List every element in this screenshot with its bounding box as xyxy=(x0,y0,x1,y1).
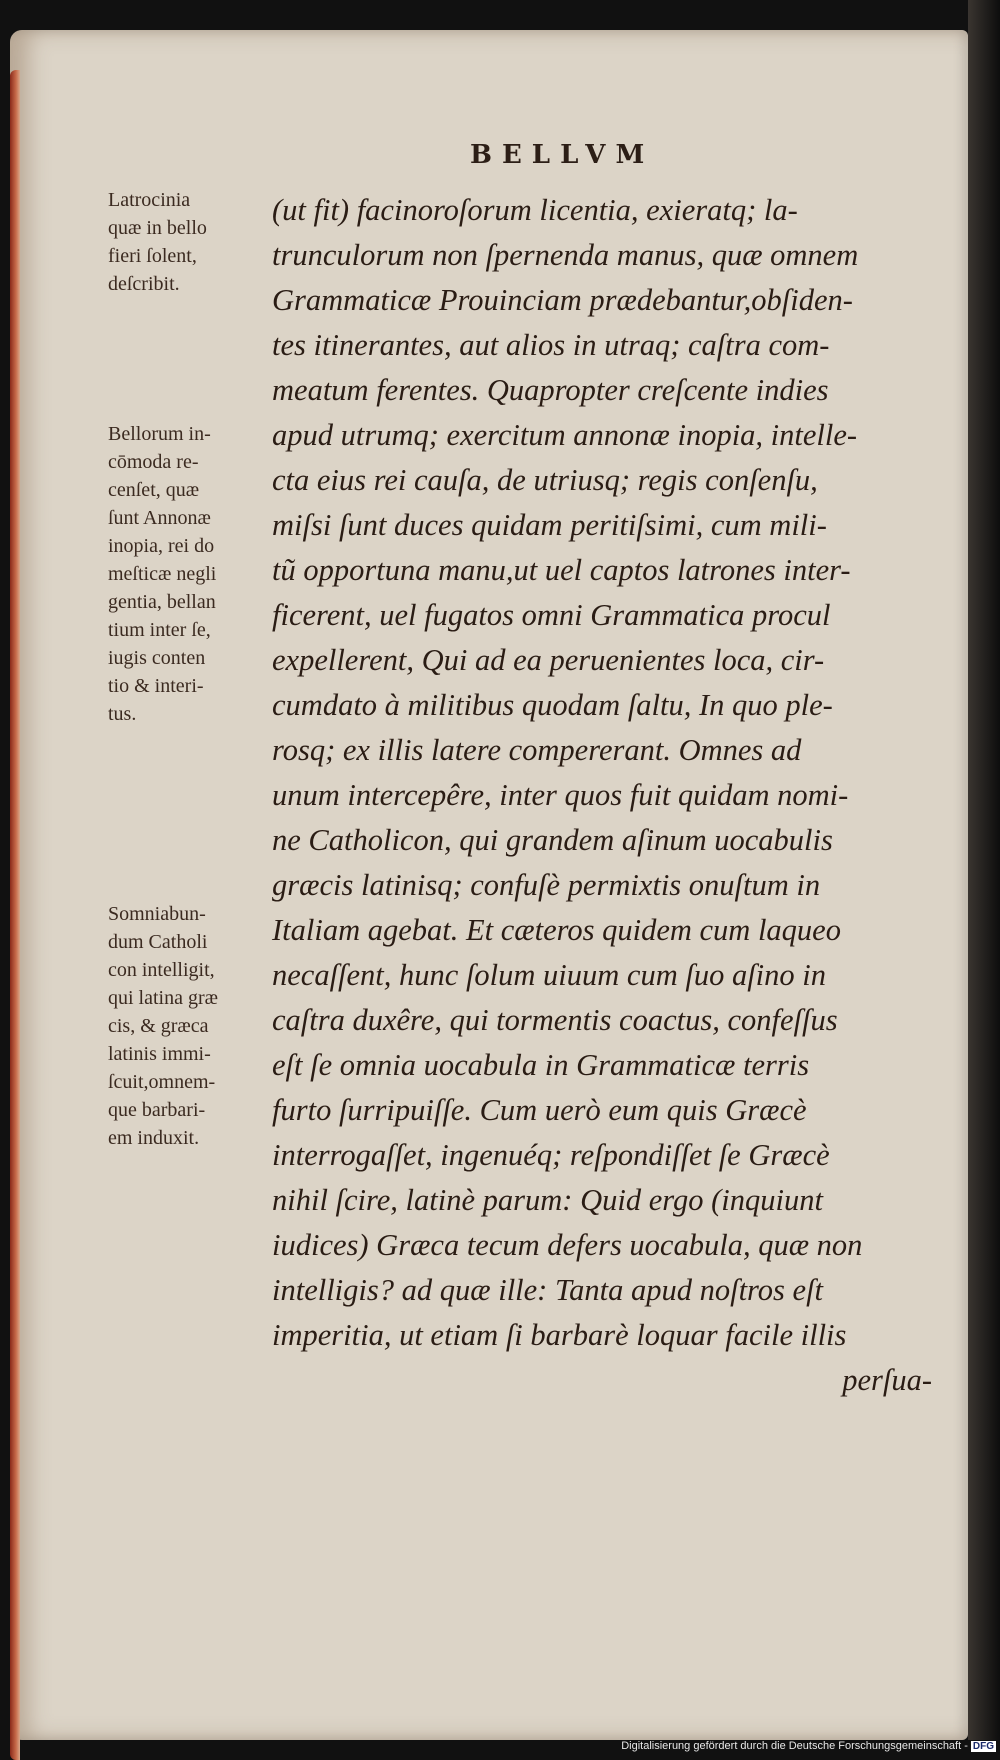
margin-note-line: em induxit. xyxy=(108,1127,200,1149)
text-line: meatum ferentes. Quapropter creſcente indies xyxy=(272,373,829,407)
margin-note-line: que barbari- xyxy=(108,1099,206,1121)
book-fore-edge xyxy=(968,0,1000,1740)
text-line: intelligis? ad quæ ille: Tanta apud noſtros eſt xyxy=(272,1273,824,1307)
main-text-block xyxy=(272,188,952,1403)
margin-note-line: cōmoda re- xyxy=(108,451,199,473)
text-line: furto ſurripuiſſe. Cum uerò eum quis Græcè xyxy=(272,1093,807,1127)
margin-note-line: fieri ſolent, xyxy=(108,245,197,267)
digitization-credit xyxy=(621,1740,996,1752)
text-line: tũ opportuna manu,ut uel captos latrones inter- xyxy=(272,553,851,587)
margin-note-line: dum Catholi xyxy=(108,931,208,953)
text-line: trunculorum non ſpernenda manus, quæ omnem xyxy=(272,238,859,272)
text-line: græcis latinisq; confuſè permixtis onuſtum in xyxy=(272,868,821,902)
text-line: iudices) Græca tecum defers uocabula, quæ non xyxy=(272,1228,863,1262)
text-line: (ut fit) facinoroſorum licentia, exieratq; la- xyxy=(272,193,798,227)
catchword: perſua- xyxy=(842,1363,932,1397)
text-line: eſt ſe omnia uocabula in Grammaticæ terris xyxy=(272,1048,810,1082)
margin-note-line: Bellorum in- xyxy=(108,423,211,445)
text-line: rosq; ex illis latere compererant. Omnes ad xyxy=(272,733,802,767)
margin-note-line: deſcribit. xyxy=(108,273,180,295)
text-line: ficerent, uel fugatos omni Grammatica procul xyxy=(272,598,831,632)
margin-note-line: qui latina græ xyxy=(108,987,218,1009)
margin-note-line: cenſet, quæ xyxy=(108,479,200,501)
margin-note-line: gentia, bellan xyxy=(108,591,216,613)
margin-note-line: Latrocinia xyxy=(108,189,191,211)
text-line: imperitia, ut etiam ſi barbarè loquar facile illis xyxy=(272,1318,847,1352)
text-line: miſsi ſunt duces quidam peritiſsimi, cum mili- xyxy=(272,508,827,542)
text-line: apud utrumq; exercitum annonæ inopia, intelle- xyxy=(272,418,858,452)
text-line: expellerent, Qui ad ea peruenientes loca, cir- xyxy=(272,643,825,677)
page-red-edge xyxy=(10,70,20,1760)
margin-note-line: iugis conten xyxy=(108,647,206,669)
margin-note-line: ſcuit,omnem- xyxy=(108,1071,216,1093)
margin-note-line: ſunt Annonæ xyxy=(108,507,211,529)
text-line: Italiam agebat. Et cæteros quidem cum laqueo xyxy=(272,913,841,947)
text-line: ne Catholicon, qui grandem aſinum uocabulis xyxy=(272,823,833,857)
margin-note-line: inopia, rei do xyxy=(108,535,215,557)
text-line: necaſſent, hunc ſolum uiuum cum ſuo aſino in xyxy=(272,958,827,992)
margin-note-line: quæ in bello xyxy=(108,217,207,239)
margin-note-line: cis, & græca xyxy=(108,1015,209,1037)
margin-note-somniabundum xyxy=(108,900,258,1152)
dfg-logo: DFG xyxy=(972,1741,994,1752)
running-head: BELLVM xyxy=(470,140,655,170)
margin-note-line: tus. xyxy=(108,703,137,725)
margin-note-latrocinia xyxy=(108,186,258,298)
margin-note-line: meſticæ negli xyxy=(108,563,217,585)
margin-note-line: tio & interi- xyxy=(108,675,204,697)
text-line: caſtra duxêre, qui tormentis coactus, confeſſus xyxy=(272,1003,838,1037)
credit-text: Digitalisierung gefördert durch die Deutsche Forschungsgemeinschaft - xyxy=(621,1740,968,1752)
text-line: cumdato à militibus quodam ſaltu, In quo ple- xyxy=(272,688,833,722)
margin-note-bellorum xyxy=(108,420,258,728)
text-line: nihil ſcire, latinè parum: Quid ergo (inquiunt xyxy=(272,1183,823,1217)
text-line: interrogaſſet, ingenuéq; reſpondiſſet ſe Græcè xyxy=(272,1138,830,1172)
margin-note-line: tium inter ſe, xyxy=(108,619,211,641)
text-line: Grammaticæ Prouinciam prædebantur,obſiden- xyxy=(272,283,853,317)
margin-note-line: latinis immi- xyxy=(108,1043,211,1065)
margin-note-line: con intelligit, xyxy=(108,959,215,981)
text-line: cta eius rei cauſa, de utriusq; regis conſenſu, xyxy=(272,463,818,497)
text-line: tes itinerantes, aut alios in utraq; caſtra com- xyxy=(272,328,830,362)
margin-note-line: Somniabun- xyxy=(108,903,206,925)
text-line: unum intercepêre, inter quos fuit quidam nomi- xyxy=(272,778,849,812)
